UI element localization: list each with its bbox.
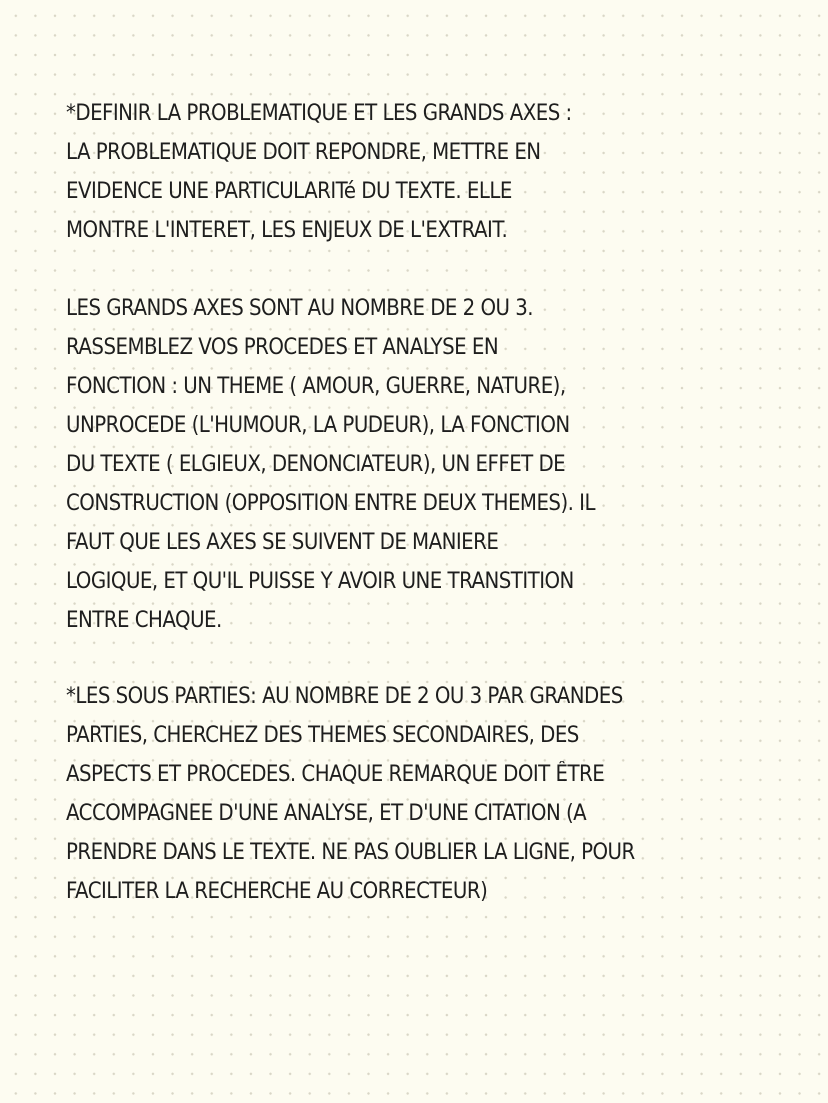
note-line: *LES SOUS PARTIES: AU NOMBRE DE 2 OU 3 PAR GRANDES	[66, 684, 623, 709]
note-line: CONSTRUCTION (OPPOSITION ENTRE DEUX THEMES). IL	[66, 491, 595, 516]
note-line: PRENDRE DANS LE TEXTE. NE PAS OUBLIER LA LIGNE, POUR	[66, 840, 635, 865]
note-line: RASSEMBLEZ VOS PROCEDES ET ANALYSE EN	[66, 335, 499, 360]
note-line: UNPROCEDE (L'HUMOUR, LA PUDEUR), LA FONCTION	[66, 413, 570, 438]
note-line: FACILITER LA RECHERCHE AU CORRECTEUR)	[66, 879, 488, 904]
note-line: LES GRANDS AXES SONT AU NOMBRE DE 2 OU 3.	[66, 296, 534, 321]
note-line: ENTRE CHAQUE.	[66, 608, 222, 633]
note-line: FONCTION : UN THEME ( AMOUR, GUERRE, NATURE),	[66, 374, 566, 399]
note-line: ASPECTS ET PROCEDES. CHAQUE REMARQUE DOIT ÊTRE	[66, 762, 605, 787]
note-line: ACCOMPAGNEE D'UNE ANALYSE, ET D'UNE CITATION (A	[66, 801, 587, 826]
note-line: MONTRE L'INTERET, LES ENJEUX DE L'EXTRAIT.	[66, 218, 508, 243]
note-line: FAUT QUE LES AXES SE SUIVENT DE MANIERE	[66, 530, 499, 555]
note-line: *DEFINIR LA PROBLEMATIQUE ET LES GRANDS AXES :	[66, 101, 572, 126]
note-line: EVIDENCE UNE PARTICULARITé DU TEXTE. ELLE	[66, 179, 512, 204]
note-line: LA PROBLEMATIQUE DOIT REPONDRE, METTRE EN	[66, 140, 541, 165]
note-line: DU TEXTE ( ELGIEUX, DENONCIATEUR), UN EFFET DE	[66, 452, 566, 477]
note-line: PARTIES, CHERCHEZ DES THEMES SECONDAIRES, DES	[66, 723, 579, 748]
note-line: LOGIQUE, ET QU'IL PUISSE Y AVOIR UNE TRANSTITION	[66, 569, 574, 594]
